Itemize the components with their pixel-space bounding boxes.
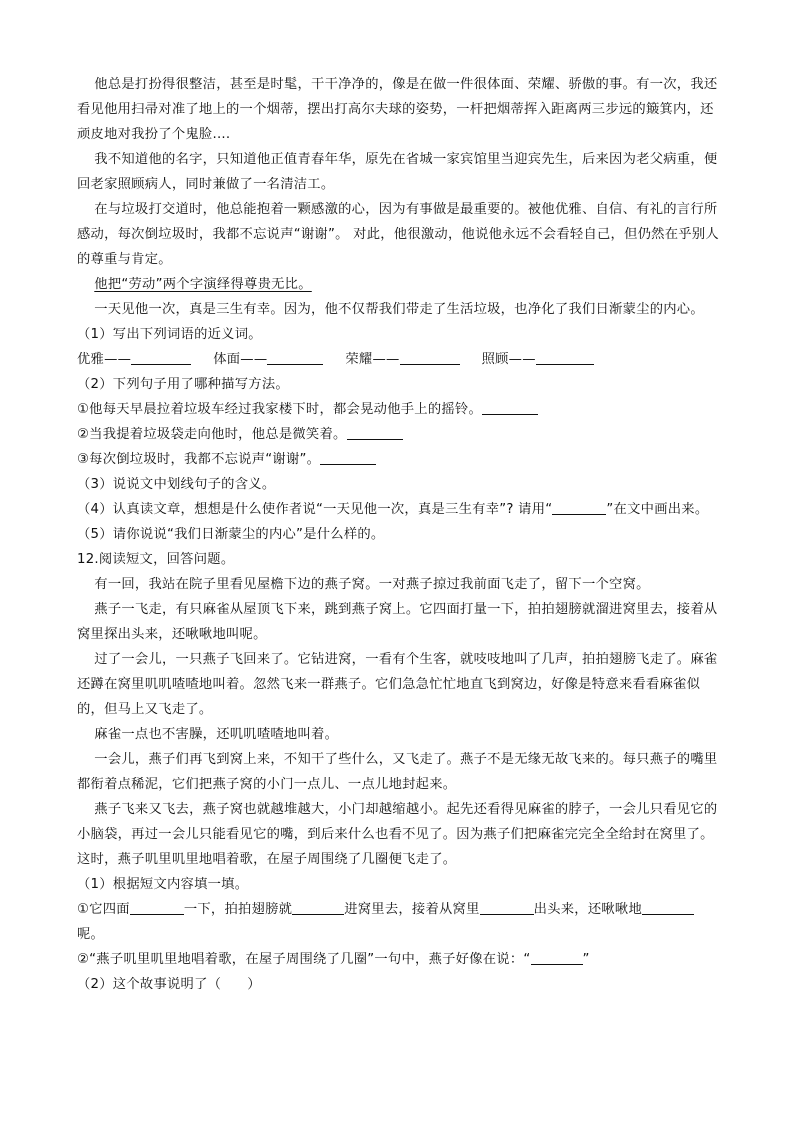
question-2-text-before: （2）这个故事说明了（ [77, 977, 222, 992]
passage1-para-5: 一天见他一次，真是三生有幸。因为，他不仅帮我们带走了生活垃圾，也净化了我们日渐蒙尘的内心。 [94, 302, 704, 317]
synonym-word-2: 体面—— [213, 352, 268, 367]
passage2-para-1: 有一回，我站在院子里看见屋檐下边的燕子窝。一对燕子掠过我前面飞走了，留下一个空窝。 [94, 577, 650, 592]
question-4-text-before: （4）认真读文章，想想是什么使作者说“一天见他一次，真是三生有幸”? 请用“ [77, 502, 553, 517]
fill-blank-1[interactable] [130, 899, 184, 915]
passage2-para-5: 一会儿，燕子们再飞到窝上来，不知干了些什么，又飞走了。燕子不是无缘无故飞来的。每只燕子的嘴里都衔着点稀泥，它们把燕子窝的小门一点儿、一点儿地封起来。 [77, 752, 718, 792]
question-5: （5）请你说说“我们日渐蒙尘的内心”是什么样的。 [77, 527, 385, 542]
passage2-para-2: 燕子一飞走，有只麻雀从屋顶飞下来，跳到燕子窝上。它四面打量一下，拍拍翅膀就溜进窝里去，接着从窝里探出头来，还啾啾地叫呢。 [77, 602, 718, 642]
synonym-word-4: 照顾—— [481, 352, 536, 367]
worksheet-page [77, 72, 722, 997]
passage2-para-4: 麻雀一点也不害臊，还叽叽喳喳地叫着。 [94, 727, 339, 742]
passage2-para-6: 燕子飞来又飞去，燕子窝也就越堆越大，小门却越缩越小。起先还看得见麻雀的脖子，一会儿只看见它的小脑袋，再过一会儿只能看见它的嘴，到后来什么也看不见了。因为燕子们把麻雀完完全全给封在窝里了。这时，燕子叽里叽里地唱着歌，在屋子周围绕了几圈便飞走了。 [77, 802, 718, 867]
synonym-item-4 [482, 347, 594, 372]
fill-text-d: 出头来，还啾啾地 [533, 902, 643, 917]
description-sentence-2: ②当我提着垃圾袋走向他时，他总是微笑着。 [77, 427, 347, 442]
fill-text-e: 呢。 [77, 927, 105, 942]
description-item-2 [77, 422, 722, 447]
passage1-para-3: 在与垃圾打交道时，他总能抱着一颗感激的心，因为有事做是最重要的。被他优雅、自信、有礼的言行所感动，每次倒垃圾时，我都不忘说声“谢谢”。 对此，他很激动，他说他永远不会看轻自己，但仍然在乎别人的尊重与肯定。 [77, 202, 719, 267]
synonym-blank-4[interactable] [536, 349, 594, 365]
fill-text-c: 进窝里去，接着从窝里 [344, 902, 480, 917]
synonym-word-1: 优雅—— [77, 352, 132, 367]
description-item-3 [77, 447, 722, 472]
description-sentence-3: ③每次倒垃圾时，我都不忘说声“谢谢”。 [77, 452, 321, 467]
question-3: （3）说说文中划线句子的含义。 [77, 477, 276, 492]
synonym-item-1 [77, 347, 191, 372]
passage1-underlined-sentence [77, 272, 722, 297]
synonym-word-3: 荣耀—— [345, 352, 400, 367]
fill-text-g: ” [582, 952, 590, 967]
fill-blank-2[interactable] [292, 899, 344, 915]
synonym-item-2 [213, 347, 323, 372]
synonym-row [77, 347, 722, 372]
question-4 [77, 497, 722, 522]
reading-passage-1 [77, 72, 722, 547]
fill-text-b: 一下，拍拍翅膀就 [183, 902, 293, 917]
fill-blank-5[interactable] [531, 949, 583, 965]
fill-text-a: ①它四面 [77, 902, 130, 917]
fill-blank-4[interactable] [642, 899, 694, 915]
fill-item-2 [77, 947, 722, 972]
question-4-text-after: ”在文中画出来。 [606, 502, 709, 517]
description-item-1 [77, 397, 722, 422]
passage1-para-1: 他总是打扮得很整洁，甚至是时髦，干干净净的，像是在做一件很体面、荣耀、骄傲的事。有一次，我还看见他用扫帚对准了地上的一个烟蒂，摆出打高尔夫球的姿势，一杆把烟蒂挥入距离两三步远的簸箕内，还顽皮地对我扮了个鬼脸.... [77, 77, 718, 142]
synonym-blank-1[interactable] [131, 349, 191, 365]
description-blank-1[interactable] [482, 399, 538, 415]
fill-text-f: ②“燕子叽里叽里地唱着歌，在屋子周围绕了几圈”一句中，燕子好像在说：“ [77, 952, 531, 967]
question-4-blank[interactable] [552, 499, 606, 515]
description-blank-2[interactable] [347, 424, 403, 440]
reading-passage-2 [77, 547, 722, 997]
question-2-text-after: ） [247, 977, 261, 992]
passage1-para-2: 我不知道他的名字，只知道他正值青春年华，原先在省城一家宾馆里当迎宾先生，后来因为老父病重，便回老家照顾病人，同时兼做了一名清洁工。 [77, 152, 718, 192]
description-blank-3[interactable] [320, 449, 376, 465]
synonym-blank-2[interactable] [267, 349, 323, 365]
synonym-blank-3[interactable] [400, 349, 460, 365]
fill-item-1 [77, 897, 722, 947]
question-2-label: （2）下列句子用了哪种描写方法。 [77, 377, 289, 392]
passage2-para-3: 过了一会儿，一只燕子飞回来了。它钻进窝，一看有个生客，就吱吱地叫了几声，拍拍翅膀飞走了。麻雀还蹲在窝里叽叽喳喳地叫着。忽然飞来一群燕子。它们急急忙忙地直飞到窝边，好像是特意来看看麻雀似的，但马上又飞走了。 [77, 652, 718, 717]
synonym-item-3 [345, 347, 459, 372]
question-12-heading: 12.阅读短文，回答问题。 [77, 552, 235, 567]
question-1-label: （1）写出下列词语的近义词。 [77, 327, 262, 342]
passage2-question-2 [77, 972, 722, 997]
fill-blank-3[interactable] [480, 899, 534, 915]
underlined-text: 他把“劳动”两个字演绎得尊贵无比。 [94, 277, 312, 292]
passage2-question-1-label: （1）根据短文内容填一填。 [77, 877, 249, 892]
description-sentence-1: ①他每天早晨拉着垃圾车经过我家楼下时，都会晃动他手上的摇铃。 [77, 402, 483, 417]
